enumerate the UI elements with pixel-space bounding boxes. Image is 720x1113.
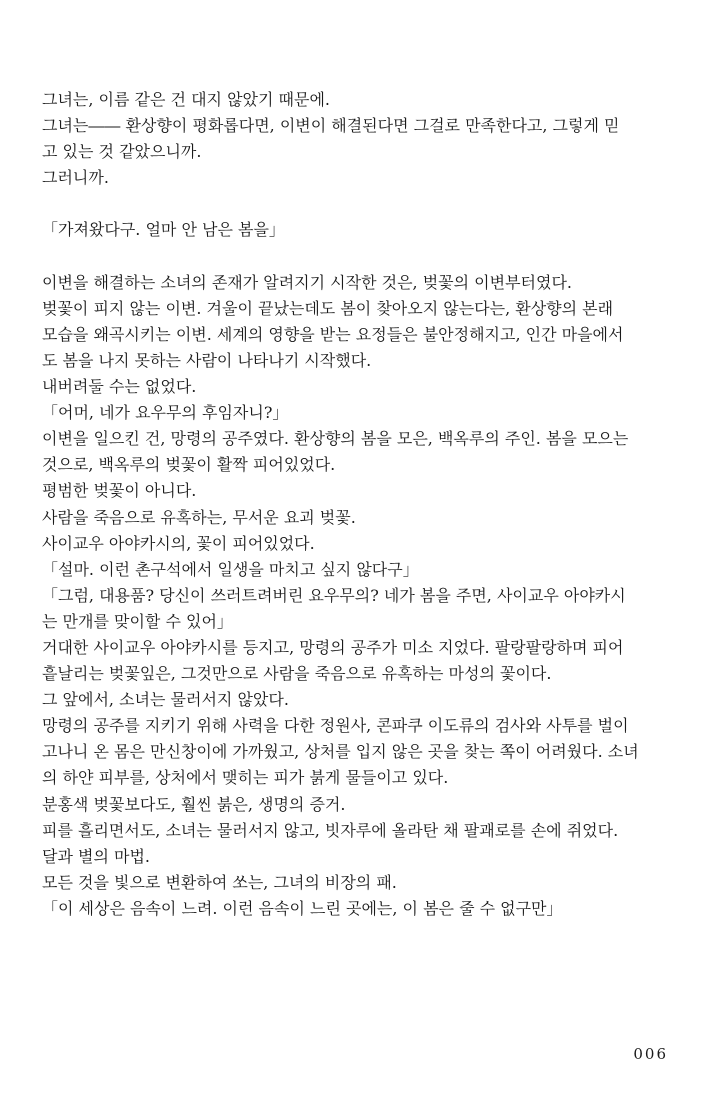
text-line: 사이교우 아야카시의, 꽃이 피어있었다. [42,533,315,553]
text-line: 「이 세상은 음속이 느려. 이런 음속이 느린 곳에는, 이 봄은 줄 수 없구만」 [42,898,563,918]
text-line: 고나니 온 몸은 만신창이에 가까웠고, 상처를 입지 않은 곳을 찾는 쪽이 어려웠다. 소녀 [42,742,639,762]
text-line: 모습을 왜곡시키는 이변. 세계의 영향을 받는 요정들은 불안정해지고, 인간 마을에서 [42,324,624,344]
text-line: 망령의 공주를 지키기 위해 사력을 다한 정원사, 콘파쿠 이도류의 검사와 사투를 벌이 [42,716,629,736]
text-line: 그러니까. [42,168,109,188]
text-line: 「그럼, 대용품? 당신이 쓰러트려버린 요우무의? 네가 봄을 주면, 사이교우 아야카시 [42,585,626,605]
text-line: 「어머, 네가 요우무의 후임자니?」 [42,403,289,423]
text-line: 평범한 벚꽃이 아니다. [42,481,197,501]
text-line: 도 봄을 나지 못하는 사람이 나타나기 시작했다. [42,350,372,370]
text-line: 것으로, 백옥루의 벚꽃이 활짝 피어있었다. [42,455,336,475]
text-line: 그녀는, 이름 같은 건 대지 않았기 때문에. [42,90,330,109]
page-number: 006 [633,1045,668,1063]
body-text [42,87,688,922]
text-line: 내버려둘 수는 없었다. [42,377,197,397]
text-line: 사람을 죽음으로 유혹하는, 무서운 요괴 벚꽃. [42,507,356,527]
text-line: 그녀는―― 환상향이 평화롭다면, 이변이 해결된다면 그걸로 만족한다고, 그렇게 믿 [42,116,620,136]
blank-line [42,244,688,270]
text-line: 고 있는 것 같았으니까. [42,142,202,162]
text-line: 흩날리는 벚꽃잎은, 그것만으로 사람을 죽음으로 유혹하는 마성의 꽃이다. [42,664,552,684]
text-line: 거대한 사이교우 아야카시를 등지고, 망령의 공주가 미소 지었다. 팔랑팔랑하며 피어 [42,637,624,657]
text-line: 는 만개를 맞이할 수 있어」 [42,611,233,631]
text-line: 벚꽃이 피지 않는 이변. 겨울이 끝났는데도 봄이 찾아오지 않는다는, 환상향의 본래 [42,298,614,318]
text-line: 이변을 해결하는 소녀의 존재가 알려지기 시작한 것은, 벚꽃의 이변부터였다. [42,272,572,292]
blank-line [42,191,688,217]
text-line: 분홍색 벚꽃보다도, 훨씬 붉은, 생명의 증거. [42,794,346,814]
text-line: 이변을 일으킨 건, 망령의 공주였다. 환상향의 봄을 모은, 백옥루의 주인. 봄을 모으는 [42,429,629,449]
text-line: 모든 것을 빛으로 변환하여 쏘는, 그녀의 비장의 패. [42,872,397,892]
text-line: 달과 별의 마법. [42,846,150,866]
text-line: 피를 흘리면서도, 소녀는 물러서지 않고, 빗자루에 올라탄 채 팔괘로를 손에 쥐었다. [42,820,619,840]
text-line: 「설마. 이런 촌구석에서 일생을 마치고 싶지 않다구」 [42,559,419,579]
text-line: 「가져왔다구. 얼마 안 남은 봄을」 [42,220,285,240]
text-line: 의 하얀 피부를, 상처에서 맺히는 피가 붉게 물들이고 있다. [42,768,449,788]
text-line: 그 앞에서, 소녀는 물러서지 않았다. [42,690,289,710]
